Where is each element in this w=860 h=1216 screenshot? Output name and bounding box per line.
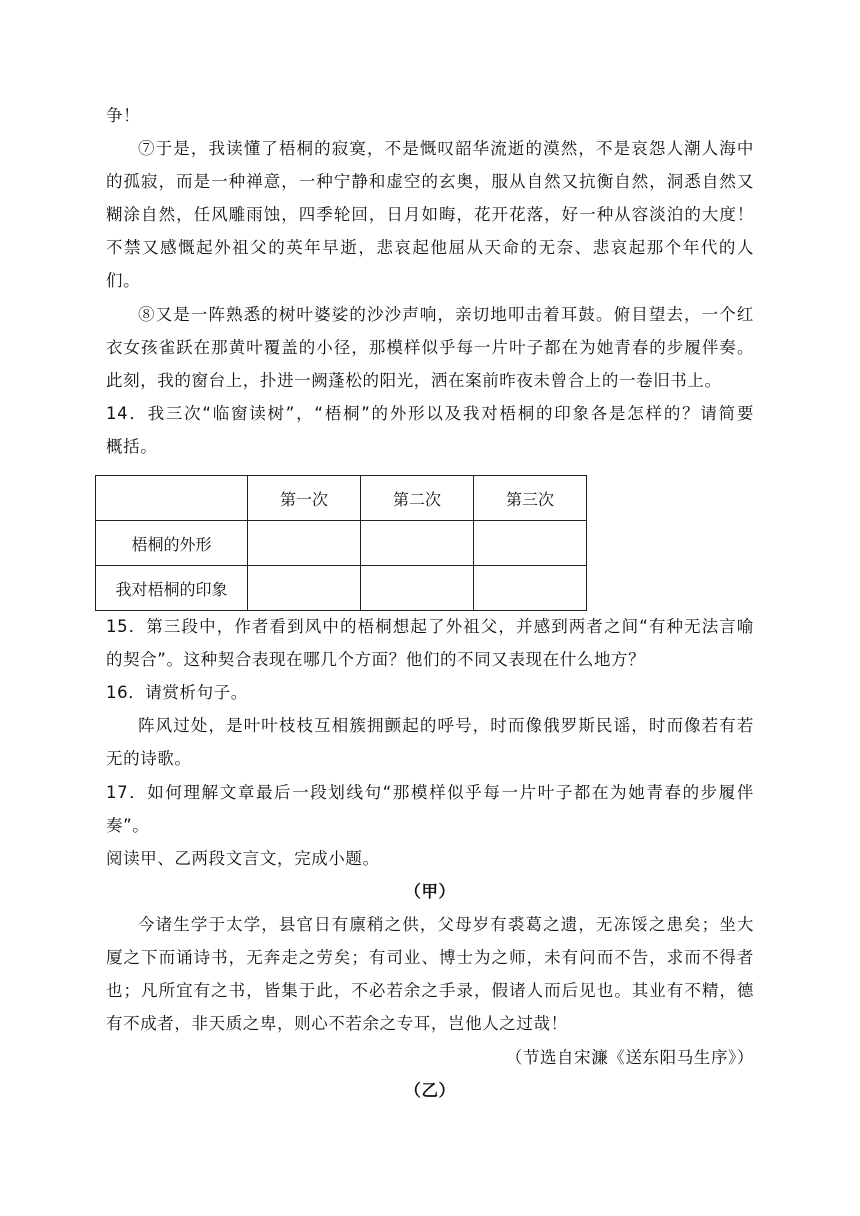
passage-a-source: （节选自宋濂《送东阳马生序》）	[505, 1048, 754, 1067]
table-header-cell	[96, 476, 248, 521]
quoted-sentence-cont: 无的诗歌。	[106, 749, 192, 768]
quoted-sentence: 阵风过处，是叶叶枝枝互相簇拥颤起的呼号，时而像俄罗斯民谣，时而像若有若	[138, 716, 754, 735]
passage-a-line: 有不成者，非天质之卑，则心不若余之专耳，岂他人之过哉！	[106, 1014, 568, 1033]
table-cell	[361, 566, 474, 611]
paragraph-7-line: 的孤寂，而是一种禅意，一种宁静和虚空的玄奥，服从自然又抗衡自然，洞悉自然又	[106, 172, 754, 191]
question-14-cont: 概括。	[106, 437, 158, 456]
passage-a-heading: （甲）	[404, 882, 456, 901]
table-row-label: 我对梧桐的印象	[96, 566, 248, 611]
answer-table	[95, 475, 587, 611]
paragraph-7-line: 们。	[106, 271, 141, 290]
paragraph-7-line: ⑦于是，我读懂了梧桐的寂寞，不是慨叹韶华流逝的漠然，不是哀怨人潮人海中	[138, 139, 754, 158]
paragraph-8-line: ⑧又是一阵熟悉的树叶婆娑的沙沙声响，亲切地叩击着耳鼓。俯目望去，一个红	[138, 305, 754, 324]
table-cell	[474, 521, 587, 566]
question-17-cont: 奏”。	[106, 816, 150, 835]
paragraph-7-line: 不禁又感慨起外祖父的英年早逝，悲哀起他屈从天命的无奈、悲哀起那个年代的人	[106, 238, 754, 257]
paragraph-7-line: 糊涂自然，任风雕雨蚀，四季轮回，日月如晦，花开花落，好一种从容淡泊的大度！	[106, 205, 754, 224]
passage-a-line: 厦之下而诵诗书，无奔走之劳矣；有司业、博士为之师，未有问而不告，求而不得者	[106, 948, 754, 967]
table-header-cell: 第三次	[474, 476, 587, 521]
table-row-label: 梧桐的外形	[96, 521, 248, 566]
question-16: 16．请赏析句子。	[106, 683, 248, 702]
paragraph-8-line: 衣女孩雀跃在那黄叶覆盖的小径，那模样似乎每一片叶子都在为她青春的步履伴奏。	[106, 338, 754, 357]
table-cell	[361, 521, 474, 566]
passage-a-line: 今诸生学于太学，县官日有廪稍之供，父母岁有裘葛之遗，无冻馁之患矣；坐大	[138, 915, 754, 934]
question-15-cont: 的契合”。这种契合表现在哪几个方面？他们的不同又表现在什么地方？	[106, 650, 646, 669]
table-header-cell: 第一次	[248, 476, 361, 521]
question-15: 15．第三段中，作者看到风中的梧桐想起了外祖父，并感到两者之间“有种无法言喻	[106, 617, 754, 636]
question-17: 17．如何理解文章最后一段划线句“那模样似乎每一片叶子都在为她青春的步履伴	[106, 783, 754, 802]
passage-b-heading: （乙）	[404, 1081, 456, 1100]
table-cell	[474, 566, 587, 611]
table-header-cell: 第二次	[361, 476, 474, 521]
table-cell	[248, 521, 361, 566]
paragraph-line: 争！	[106, 106, 141, 125]
passage-a-line: 也；凡所宜有之书，皆集于此，不必若余之手录，假诸人而后见也。其业有不精，德	[106, 981, 754, 1000]
question-14: 14．我三次“临窗读树”，“梧桐”的外形以及我对梧桐的印象各是怎样的？请简要	[106, 404, 754, 423]
reading-instruction: 阅读甲、乙两段文言文，完成小题。	[106, 849, 380, 868]
paragraph-8-line: 此刻，我的窗台上，扑进一阙蓬松的阳光，洒在案前昨夜未曾合上的一卷旧书上。	[106, 371, 722, 390]
table-cell	[248, 566, 361, 611]
